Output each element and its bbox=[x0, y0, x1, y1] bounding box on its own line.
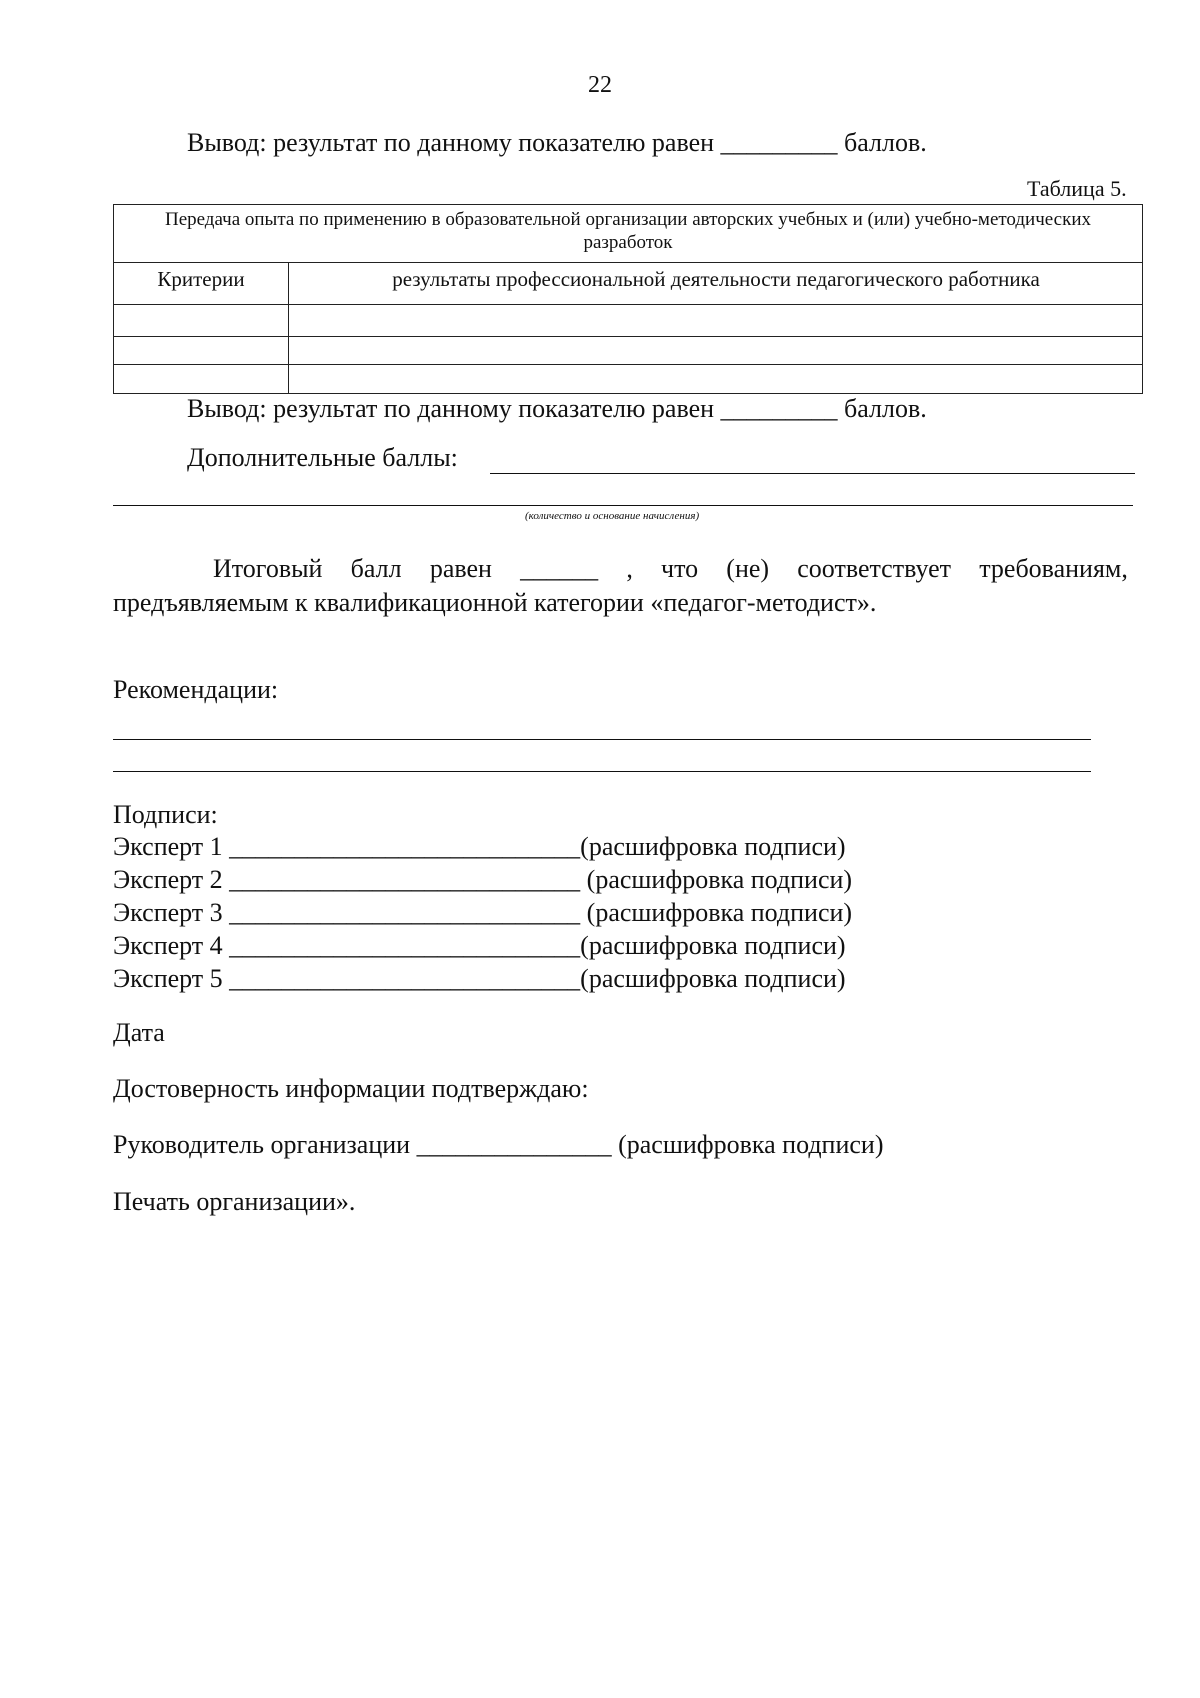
conclusion-2-blank[interactable]: _________ bbox=[720, 394, 838, 423]
conclusion-1-blank[interactable]: _________ bbox=[720, 128, 838, 157]
final-score-word: Итоговый bbox=[213, 554, 323, 583]
expert-decode: (расшифровка подписи) bbox=[580, 964, 846, 993]
conclusion-2-suffix: баллов. bbox=[844, 394, 927, 423]
recommendations-label: Рекомендации: bbox=[113, 675, 279, 704]
final-score-word: балл bbox=[350, 554, 402, 583]
head-label: Руководитель организации bbox=[113, 1130, 411, 1159]
table-title: Передача опыта по применению в образовательной организации авторских учебных и (или) учебно-методических разработок bbox=[164, 209, 1092, 253]
expert-label: Эксперт 2 bbox=[113, 865, 223, 894]
additional-points-caption: (количество и основание начисления) bbox=[525, 510, 700, 522]
table-header-results: результаты профессиональной деятельности педагогического работника bbox=[392, 267, 1040, 291]
head-signature-row bbox=[113, 1130, 884, 1160]
additional-points-label: Дополнительные баллы: bbox=[187, 443, 458, 472]
additional-points-line-2[interactable] bbox=[113, 505, 1133, 506]
expert-decode: (расшифровка подписи) bbox=[580, 931, 846, 960]
final-score-word: требованиям, bbox=[979, 554, 1128, 583]
expert-decode: (расшифровка подписи) bbox=[586, 865, 853, 894]
conclusion-2 bbox=[187, 394, 927, 424]
final-score-word: равен bbox=[429, 554, 492, 583]
expert-signature-line[interactable]: ___________________________ bbox=[229, 931, 581, 960]
signatures-label: Подписи: bbox=[113, 800, 218, 829]
expert-decode: (расшифровка подписи) bbox=[586, 898, 853, 927]
conclusion-2-prefix: Вывод: результат по данному показателю равен bbox=[187, 394, 715, 423]
table-row[interactable] bbox=[114, 305, 1141, 337]
final-score-line-2: предъявляемым к квалификационной категории «педагог-методист». bbox=[113, 588, 877, 617]
final-score-word: (не) bbox=[726, 554, 770, 583]
table-divider bbox=[114, 205, 1142, 263]
recommendations-line-2[interactable] bbox=[113, 771, 1091, 772]
expert-signature-row bbox=[113, 865, 852, 895]
conclusion-1-suffix: баллов. bbox=[844, 128, 927, 157]
expert-label: Эксперт 4 bbox=[113, 931, 223, 960]
conclusion-1 bbox=[187, 128, 927, 158]
date-label: Дата bbox=[113, 1018, 165, 1047]
head-decode: (расшифровка подписи) bbox=[618, 1130, 884, 1159]
final-score-line bbox=[213, 554, 1128, 584]
expert-signature-row bbox=[113, 964, 846, 994]
additional-points-line[interactable] bbox=[490, 473, 1135, 474]
table-row[interactable] bbox=[114, 365, 1141, 393]
page-number: 22 bbox=[588, 72, 612, 98]
table-label: Таблица 5. bbox=[1027, 176, 1127, 201]
seal-label: Печать организации». bbox=[113, 1187, 356, 1216]
table-header-criteria: Критерии bbox=[157, 267, 245, 291]
expert-signature-line[interactable]: ___________________________ bbox=[229, 898, 581, 927]
expert-signature-line[interactable]: ___________________________ bbox=[229, 865, 581, 894]
final-score-word: , bbox=[626, 554, 633, 583]
head-signature-line[interactable]: _______________ bbox=[416, 1130, 612, 1159]
expert-signature-line[interactable]: ___________________________ bbox=[229, 964, 581, 993]
expert-signature-line[interactable]: ___________________________ bbox=[229, 832, 581, 861]
conclusion-1-prefix: Вывод: результат по данному показателю равен bbox=[187, 128, 715, 157]
final-score-word: соответствует bbox=[797, 554, 952, 583]
recommendations-line-1[interactable] bbox=[113, 739, 1091, 740]
expert-label: Эксперт 1 bbox=[113, 832, 223, 861]
expert-signature-row bbox=[113, 832, 846, 862]
expert-signature-row bbox=[113, 931, 846, 961]
confirm-label: Достоверность информации подтверждаю: bbox=[113, 1074, 589, 1103]
criteria-table bbox=[113, 204, 1143, 394]
expert-signature-row bbox=[113, 898, 852, 928]
table-row[interactable] bbox=[114, 337, 1141, 365]
final-score-blank[interactable]: ______ bbox=[520, 554, 599, 583]
expert-label: Эксперт 3 bbox=[113, 898, 223, 927]
expert-decode: (расшифровка подписи) bbox=[580, 832, 846, 861]
expert-label: Эксперт 5 bbox=[113, 964, 223, 993]
final-score-word: что bbox=[661, 554, 699, 583]
